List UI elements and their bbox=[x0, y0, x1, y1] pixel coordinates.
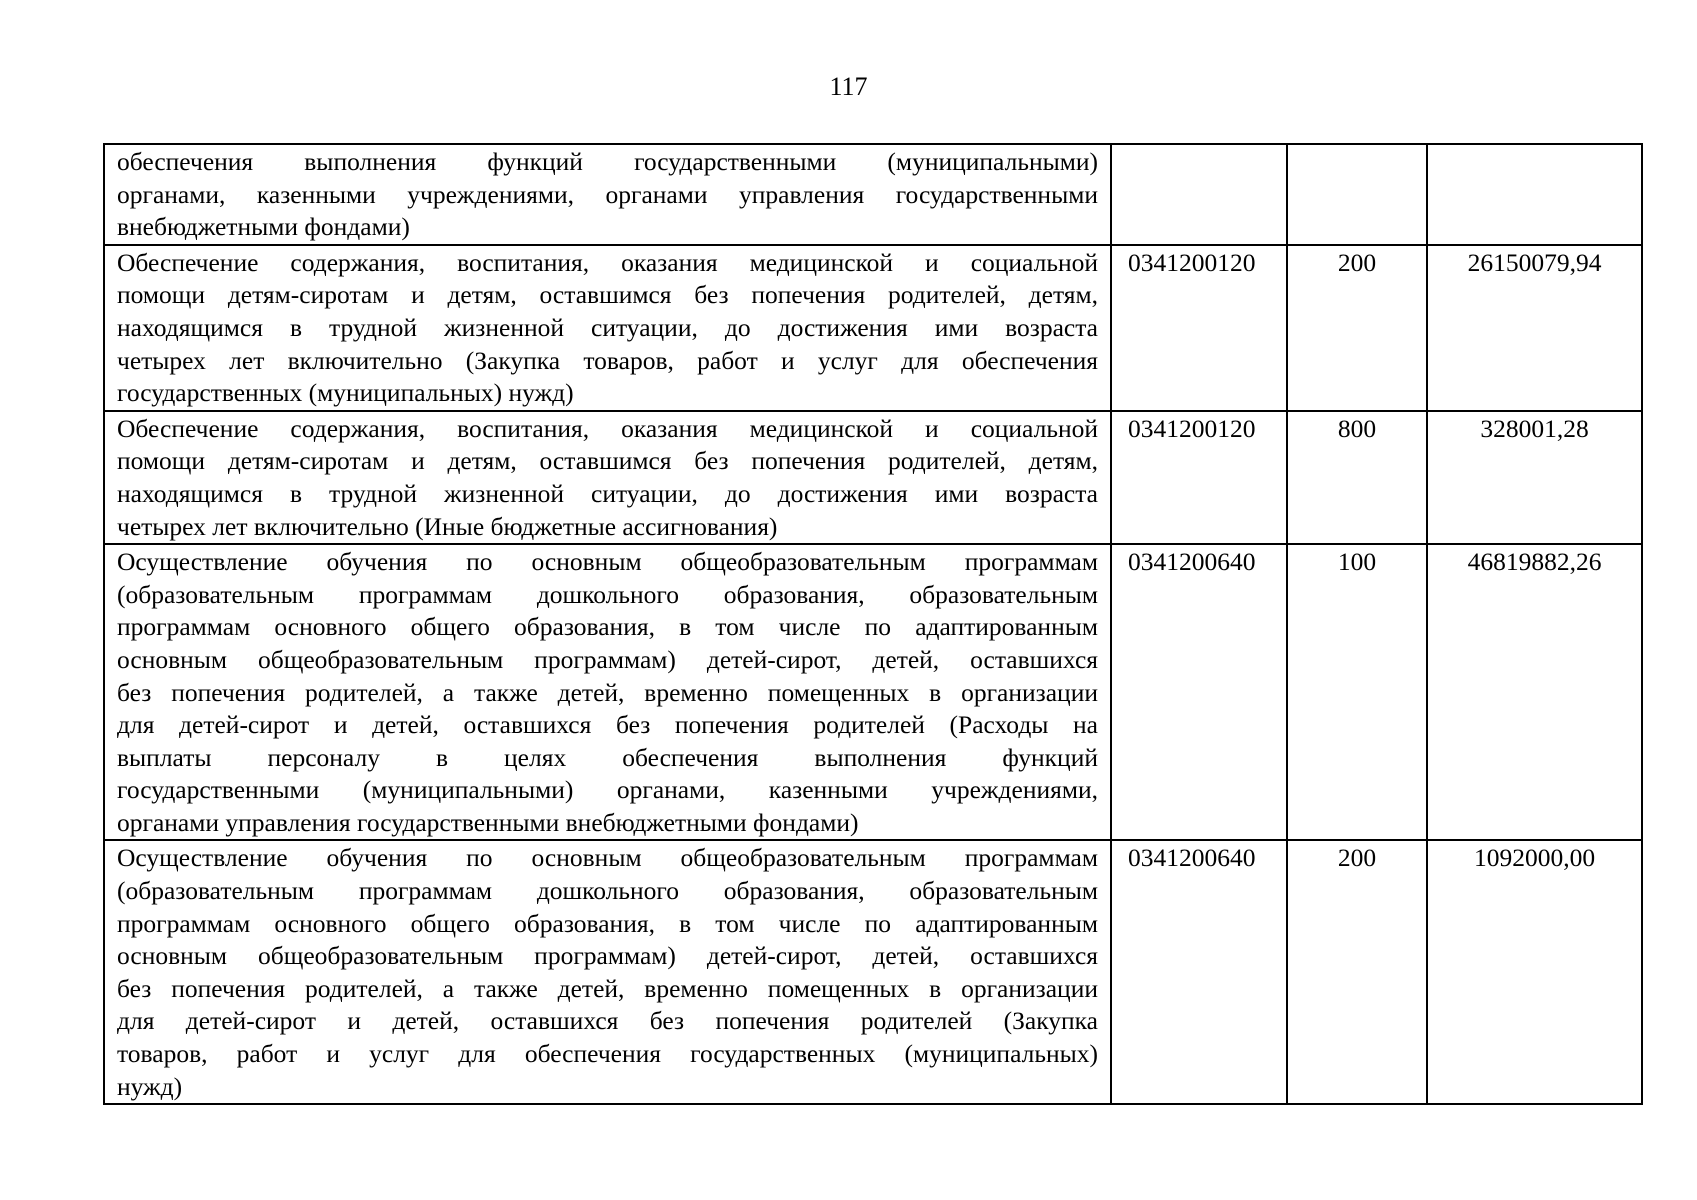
amount-cell: 26150079,94 bbox=[1427, 245, 1642, 411]
description-line: Обеспечение содержания, воспитания, оказания медицинской и социальной bbox=[117, 413, 1098, 443]
description-line: органами управления государственными внебюджетными фондами) bbox=[117, 807, 859, 837]
expense-type-cell bbox=[1287, 144, 1427, 245]
table-row bbox=[104, 544, 1642, 840]
description-line: основным общеобразовательным программам) детей-сирот, детей, оставшихся bbox=[117, 644, 1098, 674]
description-line: для детей-сирот и детей, оставшихся без попечения родителей (Закупка bbox=[117, 1006, 1098, 1036]
description-cell bbox=[104, 245, 1111, 411]
amount-cell: 328001,28 bbox=[1427, 411, 1642, 544]
description-line: без попечения родителей, а также детей, временно помещенных в организации bbox=[117, 677, 1098, 707]
expense-type-cell: 200 bbox=[1287, 840, 1427, 1104]
expense-type-cell: 800 bbox=[1287, 411, 1427, 544]
description-line: находящимся в трудной жизненной ситуации, до достижения ими возраста bbox=[117, 478, 1098, 508]
description-line: четырех лет включительно (Закупка товаров, работ и услуг для обеспечения bbox=[117, 345, 1098, 375]
code-cell bbox=[1111, 144, 1287, 245]
code-cell: 0341200640 bbox=[1111, 544, 1287, 840]
description-line: программам основного общего образования, в том числе по адаптированным bbox=[117, 612, 1098, 642]
amount-cell: 46819882,26 bbox=[1427, 544, 1642, 840]
description-line: обеспечения выполнения функций государственными (муниципальными) bbox=[117, 147, 1098, 176]
description-line: государственными (муниципальными) органами, казенными учреждениями, bbox=[117, 775, 1098, 805]
description-line: органами, казенными учреждениями, органами управления государственными bbox=[117, 179, 1098, 209]
amount-cell: 1092000,00 bbox=[1427, 840, 1642, 1104]
description-line: (образовательным программам дошкольного образования, образовательным bbox=[117, 876, 1098, 906]
description-line: помощи детям-сиротам и детям, оставшимся без попечения родителей, детям, bbox=[117, 280, 1098, 310]
description-line: Осуществление обучения по основным общеобразовательным программам bbox=[117, 843, 1098, 873]
table-row bbox=[104, 144, 1642, 245]
description-cell bbox=[104, 840, 1111, 1104]
description-line: (образовательным программам дошкольного образования, образовательным bbox=[117, 579, 1098, 609]
expense-type-cell: 200 bbox=[1287, 245, 1427, 411]
amount-cell bbox=[1427, 144, 1642, 245]
description-line: четырех лет включительно (Иные бюджетные ассигнования) bbox=[117, 511, 778, 541]
description-line: выплаты персоналу в целях обеспечения выполнения функций bbox=[117, 742, 1098, 772]
description-line: основным общеобразовательным программам) детей-сирот, детей, оставшихся bbox=[117, 941, 1098, 971]
table-row bbox=[104, 840, 1642, 1104]
description-line: внебюджетными фондами) bbox=[117, 212, 410, 242]
code-cell: 0341200640 bbox=[1111, 840, 1287, 1104]
description-line: программам основного общего образования, в том числе по адаптированным bbox=[117, 908, 1098, 938]
description-line: помощи детям-сиротам и детям, оставшимся без попечения родителей, детям, bbox=[117, 446, 1098, 476]
table-row bbox=[104, 245, 1642, 411]
description-line: товаров, работ и услуг для обеспечения государственных (муниципальных) bbox=[117, 1039, 1098, 1069]
description-line: для детей-сирот и детей, оставшихся без попечения родителей (Расходы на bbox=[117, 710, 1098, 740]
description-line: государственных (муниципальных) нужд) bbox=[117, 378, 574, 408]
description-line: Осуществление обучения по основным общеобразовательным программам bbox=[117, 547, 1098, 577]
budget-table bbox=[103, 143, 1643, 1105]
description-line: без попечения родителей, а также детей, временно помещенных в организации bbox=[117, 973, 1098, 1003]
table-row bbox=[104, 411, 1642, 544]
description-cell bbox=[104, 544, 1111, 840]
code-cell: 0341200120 bbox=[1111, 245, 1287, 411]
code-cell: 0341200120 bbox=[1111, 411, 1287, 544]
description-line: нужд) bbox=[117, 1071, 183, 1101]
page-number: 117 bbox=[829, 72, 868, 101]
description-cell bbox=[104, 144, 1111, 245]
description-cell bbox=[104, 411, 1111, 544]
description-line: Обеспечение содержания, воспитания, оказания медицинской и социальной bbox=[117, 247, 1098, 277]
description-line: находящимся в трудной жизненной ситуации, до достижения ими возраста bbox=[117, 312, 1098, 342]
expense-type-cell: 100 bbox=[1287, 544, 1427, 840]
